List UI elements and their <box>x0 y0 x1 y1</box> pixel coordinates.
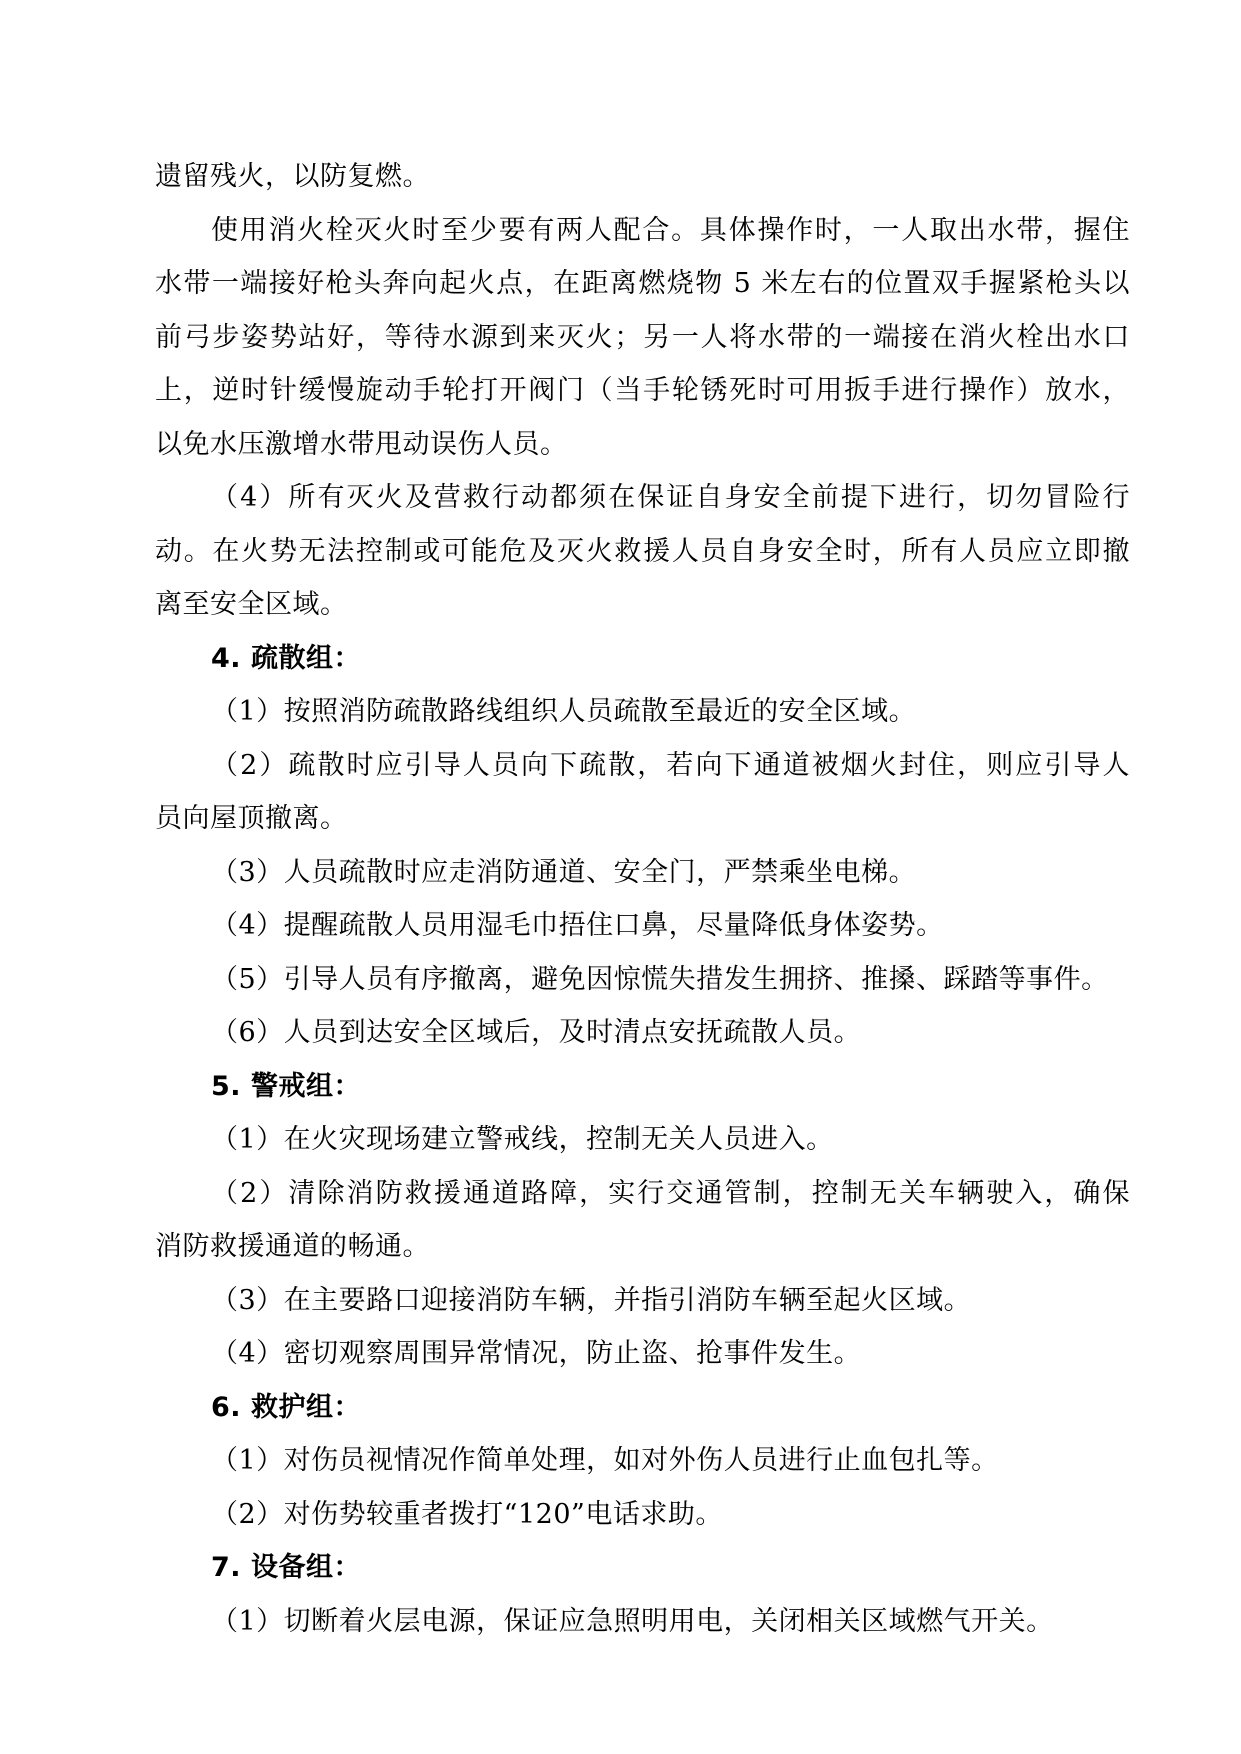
paragraph-line: （4）所有灭火及营救行动都须在保证自身安全前提下进行，切勿冒险行 <box>211 482 1130 513</box>
list-item: （2）对伤势较重者拨打“120”电话求助。 <box>211 1498 723 1530</box>
list-item: （6）人员到达安全区域后，及时清点安抚疏散人员。 <box>211 1017 862 1048</box>
paragraph-line: 使用消火栓灭火时至少要有两人配合。具体操作时，一人取出水带，握住 <box>211 214 1130 246</box>
section-heading-equipment: 7. 设备组： <box>211 1552 361 1583</box>
body-line: 遗留残火，以防复燃。 <box>155 161 430 192</box>
list-item: （2）清除消防救援通道路障，实行交通管制，控制无关车辆驶入，确保 <box>211 1177 1130 1209</box>
section-heading-rescue: 6. 救护组： <box>211 1391 361 1423</box>
body-line: 离至安全区域。 <box>155 589 348 620</box>
body-line: 前弓步姿势站好，等待水源到来灭火；另一人将水带的一端接在消火栓出水口 <box>155 321 1130 353</box>
body-line: 上，逆时针缓慢旋动手轮打开阀门（当手轮锈死时可用扳手进行操作）放水， <box>155 375 1130 406</box>
document-page <box>155 150 1130 1648</box>
body-line: 以免水压激增水带甩动误伤人员。 <box>155 428 568 460</box>
list-item: （2）疏散时应引导人员向下疏散，若向下通道被烟火封住，则应引导人 <box>211 749 1130 781</box>
body-line: 水带一端接好枪头奔向起火点，在距离燃烧物 5 米左右的位置双手握紧枪头以 <box>155 268 1130 299</box>
list-item: （1）在火灾现场建立警戒线，控制无关人员进入。 <box>211 1124 834 1155</box>
body-line: 员向屋顶撤离。 <box>155 803 348 834</box>
list-item: （4）提醒疏散人员用湿毛巾捂住口鼻，尽量降低身体姿势。 <box>211 910 944 941</box>
list-item: （5）引导人员有序撤离，避免因惊慌失措发生拥挤、推搡、踩踏等事件。 <box>211 963 1109 995</box>
section-heading-evacuation: 4. 疏散组： <box>211 642 361 674</box>
list-item: （3）在主要路口迎接消防车辆，并指引消防车辆至起火区域。 <box>211 1284 972 1316</box>
list-item: （1）对伤员视情况作简单处理，如对外伤人员进行止血包扎等。 <box>211 1445 999 1476</box>
body-line: 消防救援通道的畅通。 <box>155 1231 430 1262</box>
list-item: （4）密切观察周围异常情况，防止盗、抢事件发生。 <box>211 1338 862 1369</box>
list-item: （1）切断着火层电源，保证应急照明用电，关闭相关区域燃气开关。 <box>211 1605 1054 1637</box>
list-item: （1）按照消防疏散路线组织人员疏散至最近的安全区域。 <box>211 696 917 727</box>
section-heading-security: 5. 警戒组： <box>211 1070 361 1102</box>
body-line: 动。在火势无法控制或可能危及灭火救援人员自身安全时，所有人员应立即撤 <box>155 535 1130 567</box>
list-item: （3）人员疏散时应走消防通道、安全门，严禁乘坐电梯。 <box>211 856 917 888</box>
